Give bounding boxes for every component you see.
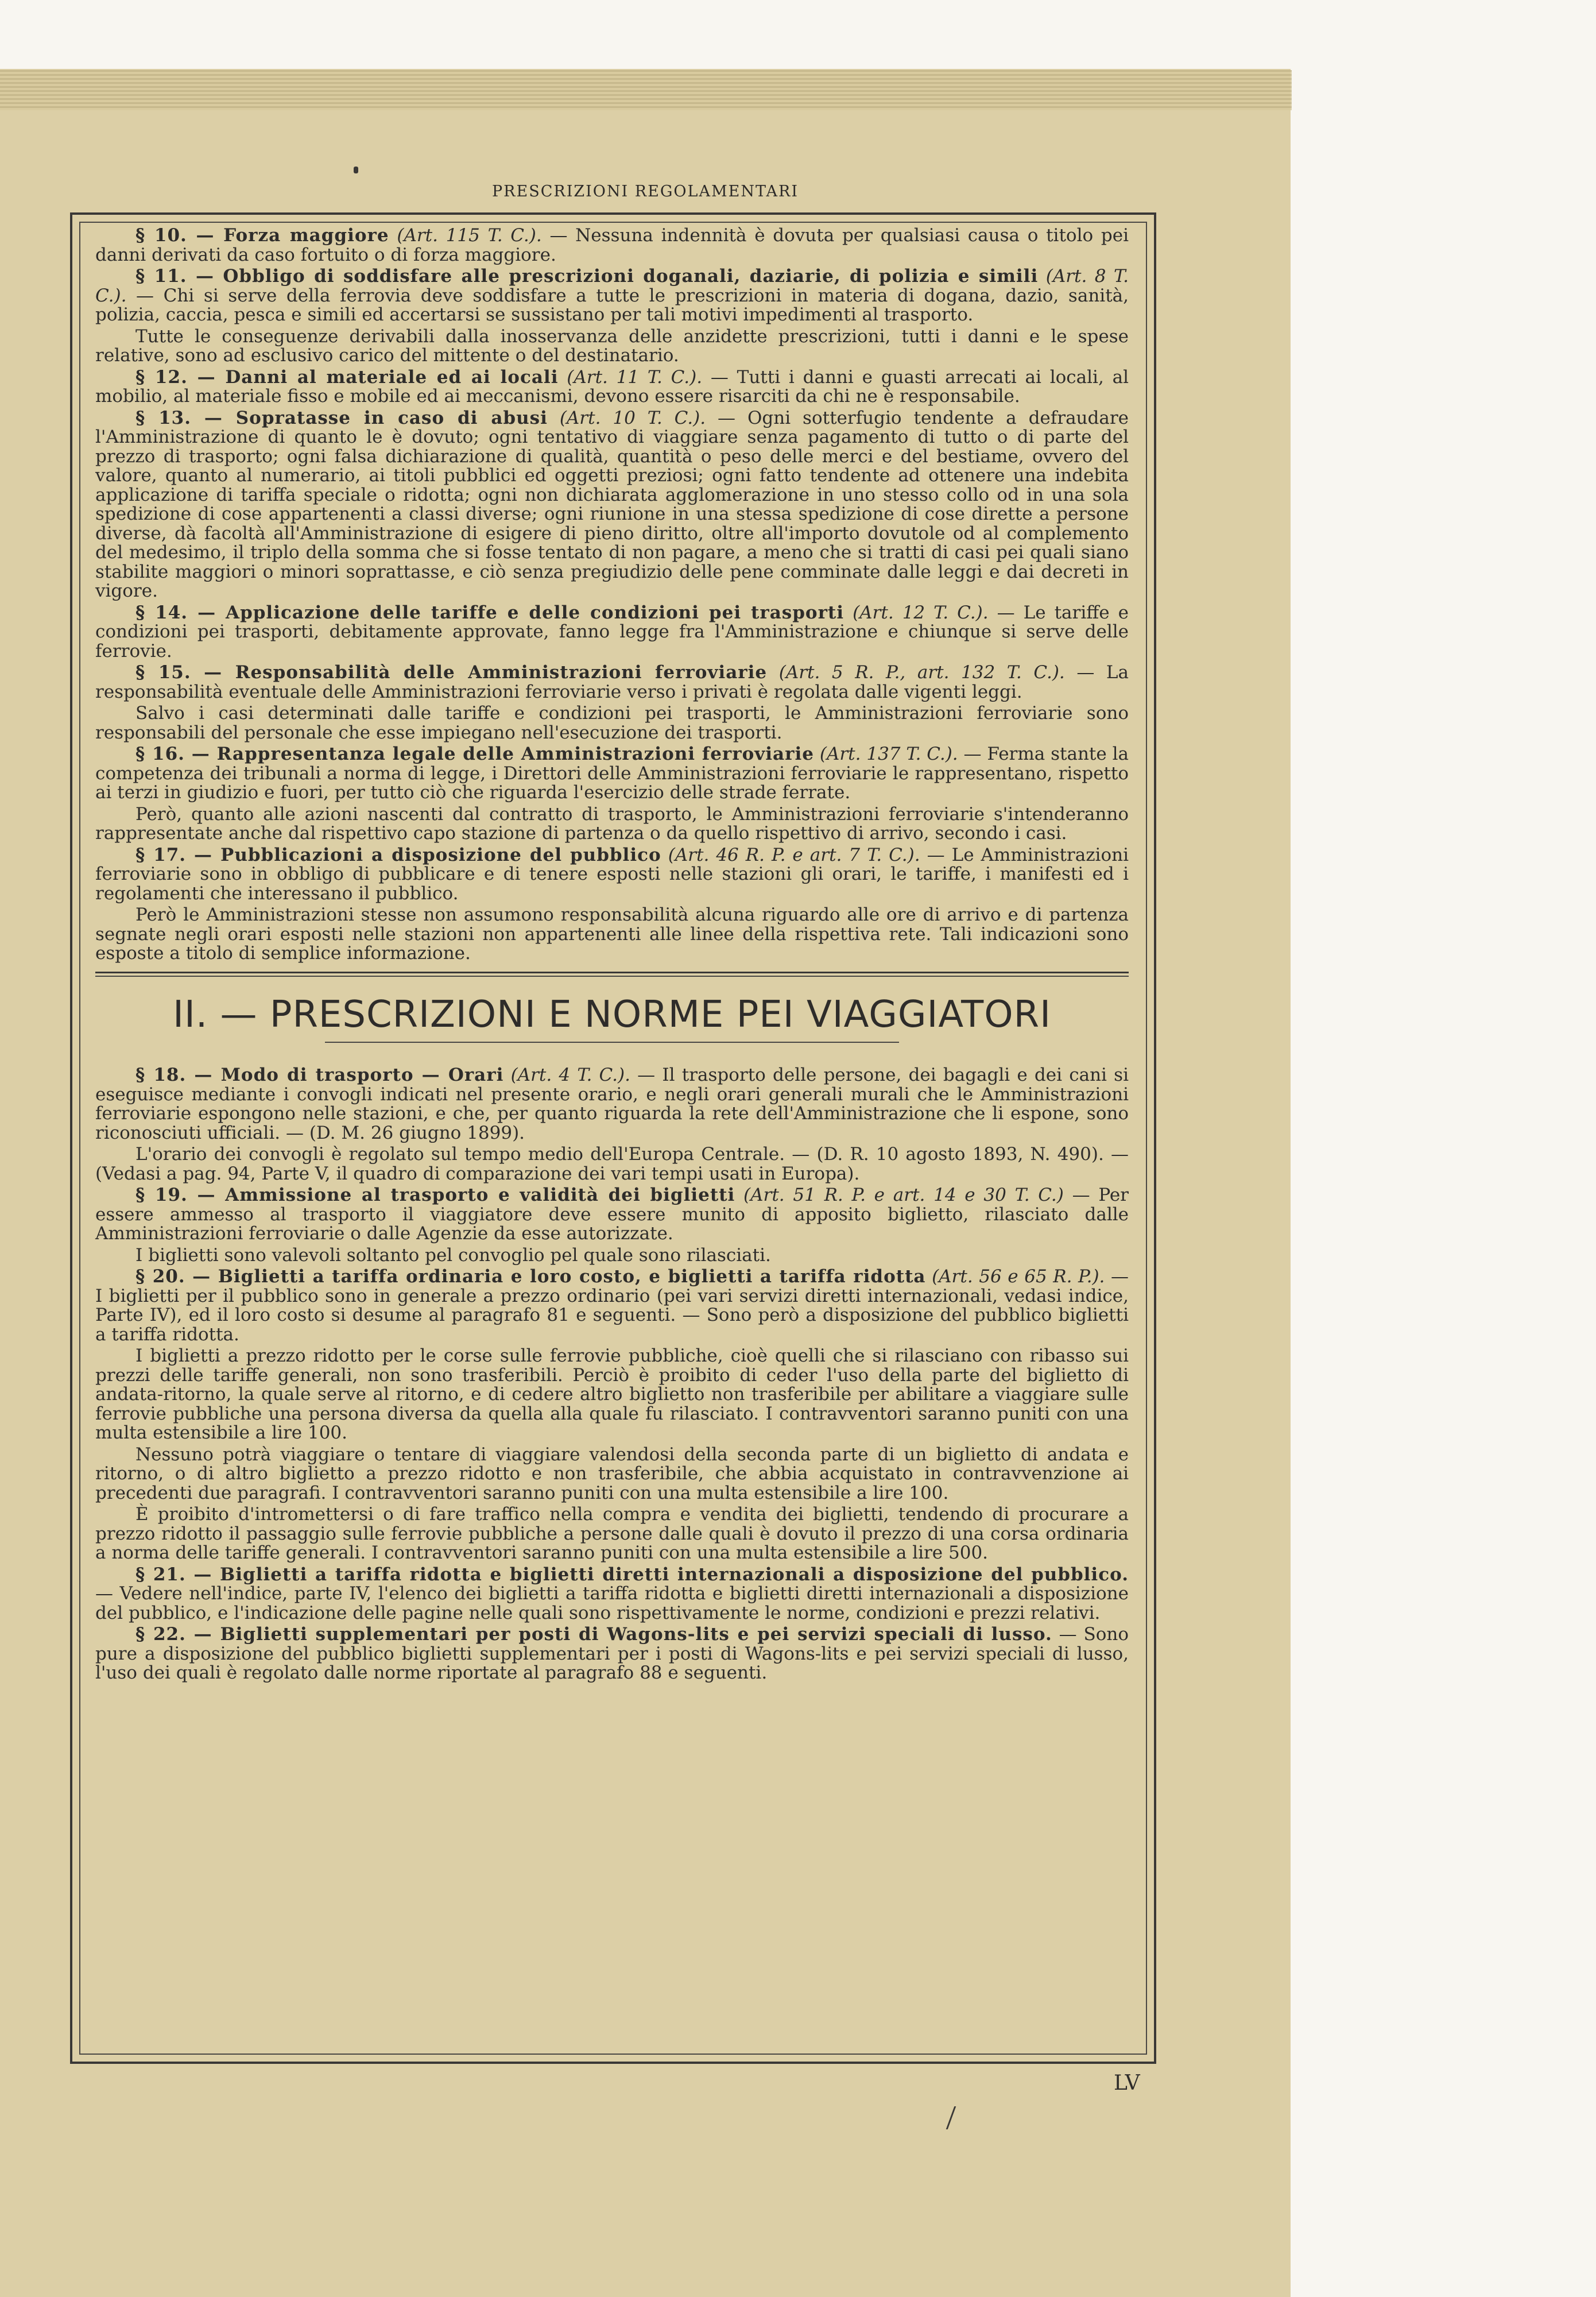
text-frame (70, 212, 1156, 2064)
paragraph (95, 1347, 1129, 1443)
paragraph (95, 846, 1129, 904)
paragraph (95, 1066, 1129, 1143)
paragraph-text: Però, quanto alle azioni nascenti dal contratto di trasporto, le Amministrazioni ferroviarie s'intenderanno rappresentate anche dal rispettivo capo stazione di partenza o da quello rispettivo di arrivo, secondo i casi. (95, 803, 1129, 844)
paragraph (95, 409, 1129, 601)
paragraph-text: — La responsabilità eventuale delle Amministrazioni ferroviarie verso i privati è regolata dalle vigenti leggi. (95, 662, 1129, 702)
section-divider-thin (95, 976, 1129, 977)
paragraph-text: — Ogni sotterfugio tendente a defraudare l'Amministrazione di quanto le è dovuto; ogni tentativo di viaggiare senza pagamento di tutto o di parte del prezzo di trasporto; ogni falsa dichiarazione di qualità, quantità o peso delle merci e del bestiame, ovvero del valore, quanto al numerario, ai titoli pubblici ed oggetti preziosi; ogni fatto tendente ad ottenere una indebita applicazione di tariffa speciale o ridotta; ogni non dichiarata agglomerazione in uno stesso collo od in una sola spedizione di cose appartenenti a classi diverse; ogni riunione in una stessa spedizione di cose dirette a persone diverse, dà facoltà all'Amministrazione di esigere di pieno diritto, oltre all'importo dovutole od al complemento del medesimo, il triplo della somma che si fosse tentato di non pagare, a meno che si tratti di casi pei quali siano stabilite maggiori o minori soprattasse, e ciò senza pregiudizio delle pene comminate dalle leggi e dai decreti in vigore. (95, 407, 1129, 601)
paragraph (95, 745, 1129, 803)
paragraph (95, 663, 1129, 702)
article-reference: (Art. 11 T. C.). (567, 366, 703, 388)
paragraph-heading: § 17. — Pubblicazioni a disposizione del pubblico (135, 844, 661, 865)
ink-spot (354, 167, 358, 173)
article-reference: (Art. 4 T. C.). (510, 1065, 630, 1085)
paragraph-text: — Il trasporto delle persone, dei bagagli e dei cani si eseguisce mediante i convogli indicati nel presente orario, e negli orari generali murali che le Amministrazioni ferroviarie espongono nelle stazioni, e che, per quanto riguarda la rete dell'Amministrazione che li espone, sono riconosciuti ufficiali. — (D. M. 26 giugno 1899). (95, 1065, 1129, 1143)
paragraph-heading: § 21. — Biglietti a tariffa ridotta e biglietti diretti internazionali a disposizione del pubblico. (135, 1564, 1129, 1585)
paragraph-text: — Le Amministrazioni ferroviarie sono in obbligo di pubblicare e di tenere esposti nelle stazioni gli orari, le tariffe, i manifesti ed i regolamenti che interessano il pubblico. (95, 844, 1129, 904)
paragraph-text: — Tutti i danni e guasti arrecati ai locali, al mobilio, al materiale fisso e mobile ed ai meccanismi, devono essere risarciti da chi ne è responsabile. (95, 366, 1129, 407)
paragraph-heading: § 15. — Responsabilità delle Amministrazioni ferroviarie (135, 662, 768, 683)
paragraph-text: — Vedere nell'indice, parte IV, l'elenco dei biglietti a tariffa ridotta e biglietti diretti internazionali a disposizione del pubblico, e l'indicazione delle pagine nelle quali sono rispettivamente le norme, condizioni e prezzi relativi. (95, 1583, 1129, 1623)
paragraph (95, 1625, 1129, 1683)
paragraph-heading: § 14. — Applicazione delle tariffe e delle condizioni pei trasporti (135, 602, 845, 623)
paragraph (95, 368, 1129, 407)
paragraph-heading: § 11. — Obbligo di soddisfare alle prescrizioni doganali, daziarie, di polizia e simili (135, 266, 1039, 287)
article-reference: (Art. 137 T. C.). (819, 744, 958, 764)
paragraph-heading: § 18. — Modo di trasporto — Orari (135, 1065, 504, 1085)
paragraph-heading: § 19. — Ammissione al trasporto e validità dei biglietti (135, 1185, 735, 1205)
article-reference: (Art. 51 R. P. e art. 14 e 30 T. C.) (743, 1185, 1064, 1205)
paragraph (95, 1505, 1129, 1563)
paragraph (95, 906, 1129, 964)
section-title: II. — PRESCRIZIONI E NORME PEI VIAGGIATORI (173, 993, 1051, 1036)
regulations-section (95, 226, 1129, 964)
paragraph (95, 805, 1129, 844)
article-reference: (Art. 56 e 65 R. P.). (932, 1266, 1105, 1287)
article-reference: (Art. 115 T. C.). (397, 225, 542, 246)
paragraph-text: L'orario dei convogli è regolato sul tempo medio dell'Europa Centrale. — (D. R. 10 agosto 1893, N. 490). — (Vedasi a pag. 94, Parte V, il quadro di comparazione dei vari tempi usati in Europa). (95, 1144, 1129, 1184)
paragraph-text: I biglietti a prezzo ridotto per le corse sulle ferrovie pubbliche, cioè quelli che si rilasciano con ribasso sui prezzi delle tariffe generali, non sono trasferibili. Perciò è proibito di ceder l'uso della parte del biglietto di andata-ritorno, la quale serve al ritorno, e di cedere altro biglietto non trasferibile per abilitare a viaggiare sulle ferrovie pubbliche una persona diversa da quella alla quale fu rilasciato. I contravventori saranno puniti con una multa estensibile a lire 100. (95, 1345, 1129, 1443)
paragraph-text: — Nessuna indennità è dovuta per qualsiasi causa o titolo pei danni derivati da caso fortuito o di forza maggiore. (95, 225, 1129, 265)
article-reference: (Art. 8 T. C.). (95, 266, 1129, 306)
paragraph-text: Salvo i casi determinati dalle tariffe e condizioni pei trasporti, le Amministrazioni ferroviarie sono responsabili del personale che esse impiegano nell'esecuzione dei trasporti. (95, 703, 1129, 743)
article-reference: (Art. 12 T. C.). (853, 602, 989, 623)
paragraph-heading: § 10. — Forza maggiore (135, 225, 389, 246)
paragraph-heading: § 22. — Biglietti supplementari per posti di Wagons-lits e pei servizi speciali di lusso. (135, 1624, 1052, 1645)
paragraph-text: Però le Amministrazioni stesse non assumono responsabilità alcuna riguardo alle ore di arrivo e di partenza segnate negli orari esposti nelle stazioni non appartenenti alle linee della rispettiva rete. Tali indicazioni sono esposte a titolo di semplice informazione. (95, 904, 1129, 964)
article-reference: (Art. 46 R. P. e art. 7 T. C.). (668, 844, 920, 865)
paragraph (95, 1246, 1129, 1266)
running-head: PRESCRIZIONI REGOLAMENTARI (492, 183, 799, 200)
paragraph (95, 1267, 1129, 1344)
article-reference: (Art. 5 R. P., art. 132 T. C.). (778, 662, 1065, 683)
paragraph (95, 704, 1129, 743)
paragraph-text: — Chi si serve della ferrovia deve soddisfare a tutte le prescrizioni in materia di dogana, dazio, sanità, polizia, caccia, pesca e simili ed accertarsi se sussistano per tali motivi impedimenti al trasporto. (95, 285, 1129, 325)
page-number: LV (1114, 2071, 1140, 2095)
paragraph-text: Nessuno potrà viaggiare o tentare di viaggiare valendosi della seconda parte di un biglietto di andata e ritorno, o di altro biglietto a prezzo ridotto e non trasferibile, che abbia acquistato in contravvenzione ai precedenti due paragrafi. I contravventori saranno puniti con una multa estensibile a lire 100. (95, 1444, 1129, 1503)
section-divider (95, 972, 1129, 973)
title-underline (325, 1042, 899, 1043)
paragraph-text: È proibito d'intromettersi o di fare traffico nella compra e vendita dei biglietti, tendendo di procurare a prezzo ridotto il passaggio sulle ferrovie pubbliche a persone dalle quali è dovuto il prezzo di una corsa ordinaria a norma delle tariffe generali. I contravventori saranno puniti con una multa estensibile a lire 500. (95, 1504, 1129, 1563)
page-edge (0, 70, 1292, 110)
paragraph-heading: § 12. — Danni al materiale ed ai locali (135, 366, 559, 388)
paragraph-heading: § 16. — Rappresentanza legale delle Amministrazioni ferroviarie (135, 744, 814, 764)
paragraph (95, 327, 1129, 366)
paragraph (95, 1445, 1129, 1503)
travellers-section (95, 1066, 1129, 1683)
paragraph-text: — Ferma stante la competenza dei tribunali a norma di legge, i Direttori delle Amministrazioni ferroviarie le rappresentano, rispetto ai terzi in giudizio e fuori, per tutto ciò che riguarda l'esercizio delle strade ferrate. (95, 744, 1129, 803)
paragraph-text: — I biglietti per il pubblico sono in generale a prezzo ordinario (pei vari servizi diretti internazionali, vedasi indice, Parte IV), ed il loro costo si desume al paragrafo 81 e seguenti. — Sono però a disposizione del pubblico biglietti a tariffa ridotta. (95, 1266, 1129, 1345)
paragraph (95, 604, 1129, 662)
paragraph-heading: § 20. — Biglietti a tariffa ordinaria e loro costo, e biglietti a tariffa ridotta (135, 1266, 926, 1287)
paragraph (95, 267, 1129, 325)
paragraph (95, 1145, 1129, 1184)
paragraph (95, 1565, 1129, 1623)
paragraph-text: — Le tariffe e condizioni pei trasporti, debitamente approvate, fanno legge fra l'Amministrazione e chiunque si serve delle ferrovie. (95, 602, 1129, 662)
paragraph (95, 1186, 1129, 1244)
paragraph (95, 226, 1129, 265)
paragraph-text: — Per essere ammesso al trasporto il viaggiatore deve essere munito di apposito biglietto, rilasciato dalle Amministrazioni ferroviarie o dalle Agenzie da esse autorizzate. (95, 1185, 1129, 1244)
paragraph-heading: § 13. — Sopratasse in caso di abusi (135, 407, 548, 428)
article-reference: (Art. 10 T. C.). (559, 407, 706, 428)
paragraph-text: I biglietti sono valevoli soltanto pel convoglio pel quale sono rilasciati. (135, 1244, 771, 1266)
paragraph-text: Tutte le conseguenze derivabili dalla inosservanza delle anzidette prescrizioni, tutti i danni e le spese relative, sono ad esclusivo carico del mittente o del destinatario. (95, 326, 1129, 366)
page-body (95, 226, 1129, 1685)
paragraph-text: — Sono pure a disposizione del pubblico biglietti supplementari per i posti di Wagons-lits e pei servizi speciali di lusso, l'uso dei quali è regolato dalle norme riportate al paragrafo 88 e seguenti. (95, 1624, 1129, 1683)
